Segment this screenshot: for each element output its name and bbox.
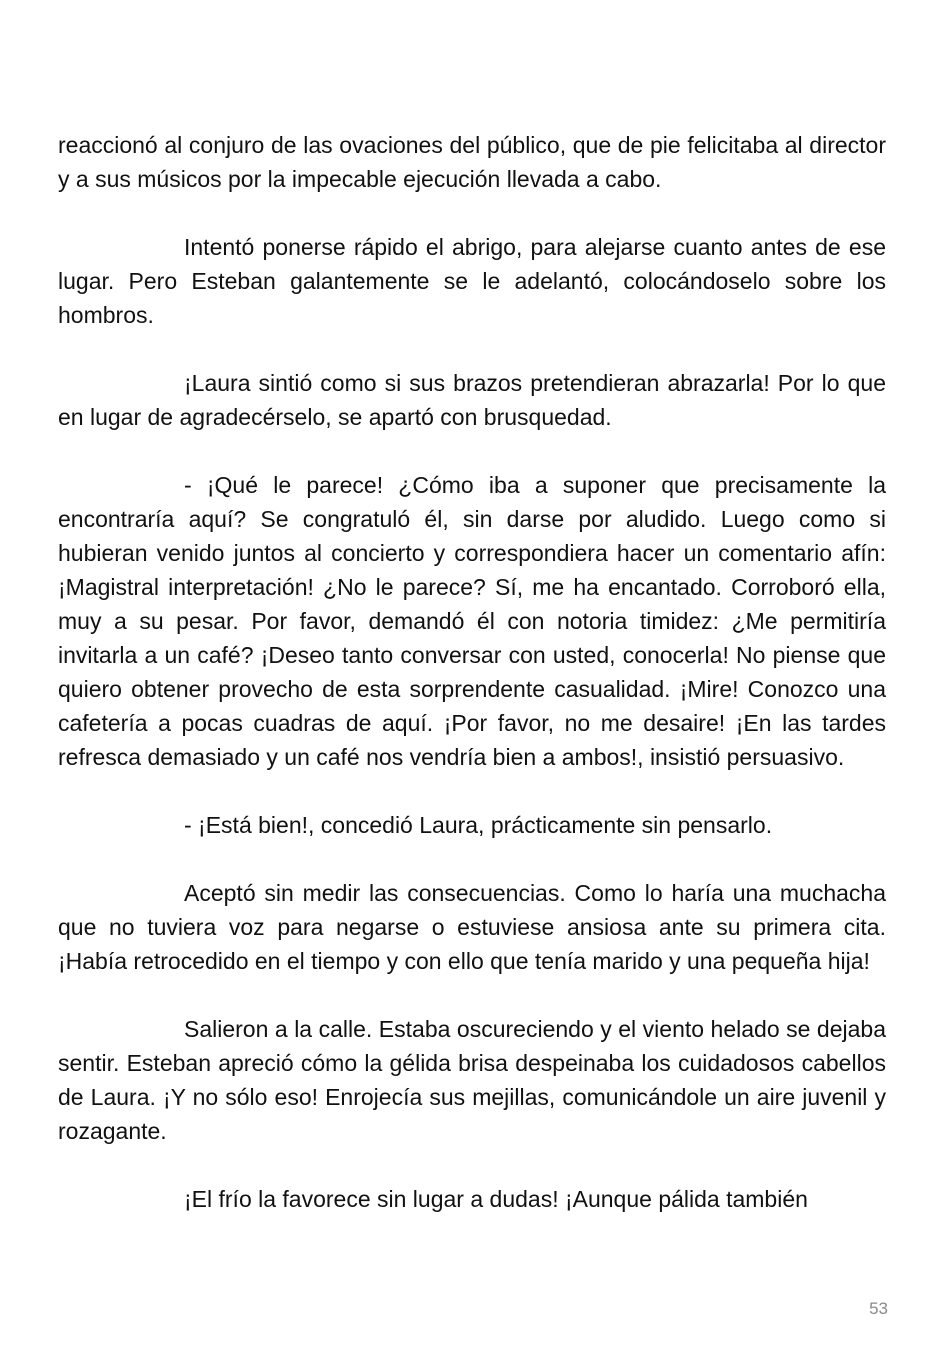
paragraph: ¡Laura sintió como si sus brazos pretendieran abrazarla! Por lo que en lugar de agradecérselo, se apartó con brusquedad.: [58, 370, 886, 430]
paragraph: - ¡Qué le parece! ¿Cómo iba a suponer que precisamente la encontraría aquí? Se congratuló él, sin darse por aludido. Luego como si hubieran venido juntos al concierto y correspondiera hacer un comentario afín: ¡Magistral interpretación! ¿No le parece? Sí, me ha encantado. Corroboró ella, muy a su pesar. Por favor, demandó él con notoria timidez: ¿Me permitiría invitarla a un café? ¡Deseo tanto conversar con usted, conocerla! No piense que quiero obtener provecho de esta sorprendente casualidad. ¡Mire! Conozco una cafetería a pocas cuadras de aquí. ¡Por favor, no me desaire! ¡En las tardes refresca demasiado y un café nos vendría bien a ambos!, insistió persuasivo.: [58, 472, 886, 770]
page-body: [58, 128, 886, 1216]
paragraph: reaccionó al conjuro de las ovaciones del público, que de pie felicitaba al director y a sus músicos por la impecable ejecución llevada a cabo.: [58, 132, 886, 192]
paragraph: - ¡Está bien!, concedió Laura, prácticamente sin pensarlo.: [184, 812, 773, 838]
page-number: 53: [869, 1299, 888, 1318]
paragraph: Aceptó sin medir las consecuencias. Como lo haría una muchacha que no tuviera voz para negarse o estuviese ansiosa ante su primera cita. ¡Había retrocedido en el tiempo y con ello que tenía marido y una pequeña hija!: [58, 880, 886, 974]
paragraph: Intentó ponerse rápido el abrigo, para alejarse cuanto antes de ese lugar. Pero Esteban galantemente se le adelantó, colocándoselo sobre los hombros.: [58, 234, 886, 328]
paragraph: Salieron a la calle. Estaba oscureciendo y el viento helado se dejaba sentir. Esteban apreció cómo la gélida brisa despeinaba los cuidadosos cabellos de Laura. ¡Y no sólo eso! Enrojecía sus mejillas, comunicándole un aire juvenil y rozagante.: [58, 1016, 886, 1144]
paragraph: ¡El frío la favorece sin lugar a dudas! ¡Aunque pálida también: [184, 1186, 808, 1212]
